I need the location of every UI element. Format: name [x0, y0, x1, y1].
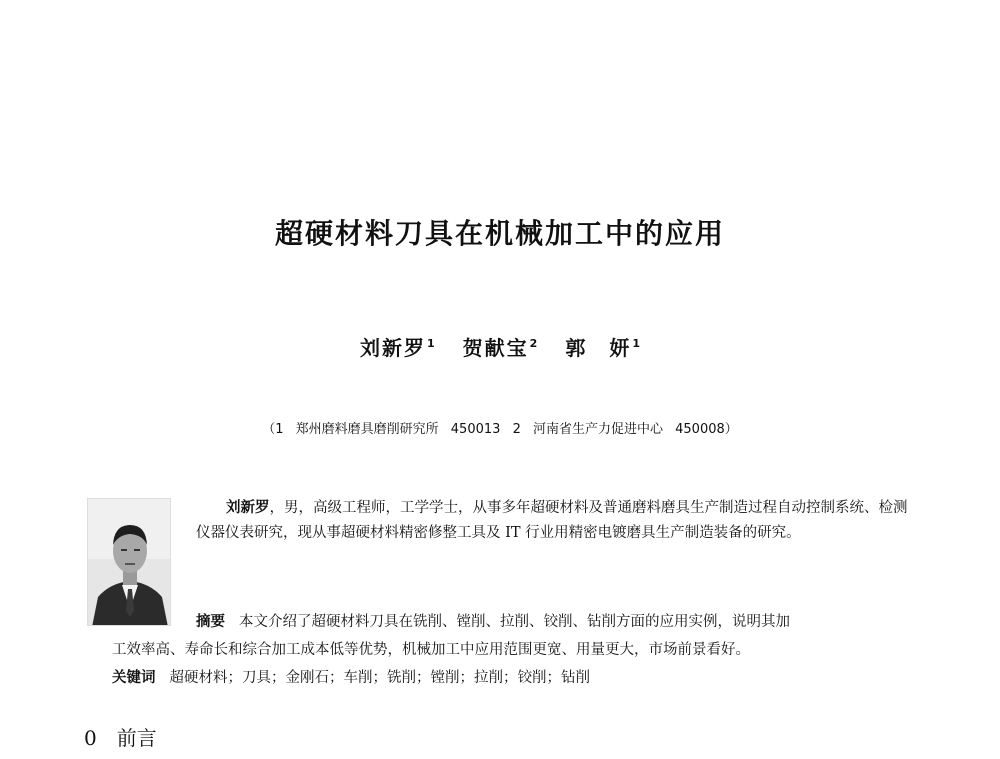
abstract-label: 摘要 — [196, 614, 225, 630]
section-number: 0 — [84, 726, 97, 750]
author: 郭 妍$^1$ — [565, 336, 640, 360]
keywords — [112, 667, 892, 689]
author-bio — [196, 496, 916, 546]
keywords-label: 关键词 — [112, 670, 156, 686]
abstract — [196, 611, 896, 633]
abstract-line-2: 工效率高、寿命长和综合加工成本低等优势，机械加工中应用范围更宽、用量更大，市场前景看好。 — [112, 642, 750, 658]
section-heading — [84, 722, 157, 751]
author-photo — [87, 498, 171, 626]
bio-name: 刘新罗 — [226, 500, 270, 516]
affiliations: （1 郑州磨料磨具磨削研究所 450013 2 河南省生产力促进中心 450008） — [262, 422, 738, 437]
section-title: 前言 — [116, 726, 157, 750]
author-list — [0, 332, 1000, 361]
keywords-text: 超硬材料；刀具；金刚石；车削；铣削；镗削；拉削；铰削；钻削 — [169, 670, 590, 686]
author: 刘新罗$^1$ — [360, 336, 435, 360]
paper-title: 超硬材料刀具在机械加工中的应用 — [274, 217, 725, 250]
bio-text: ，男，高级工程师，工学学士，从事多年超硬材料及普通磨料磨具生产制造过程自动控制系统、检测仪器仪表研究，现从事超硬材料精密修整工具及 IT 行业用精密电镀磨具生产制造装备的研究。 — [196, 500, 908, 541]
author: 贺献宝$^2$ — [462, 336, 538, 360]
abstract-line-1: 本文介绍了超硬材料刀具在铣削、镗削、拉削、铰削、钻削方面的应用实例，说明其加 — [239, 614, 790, 630]
